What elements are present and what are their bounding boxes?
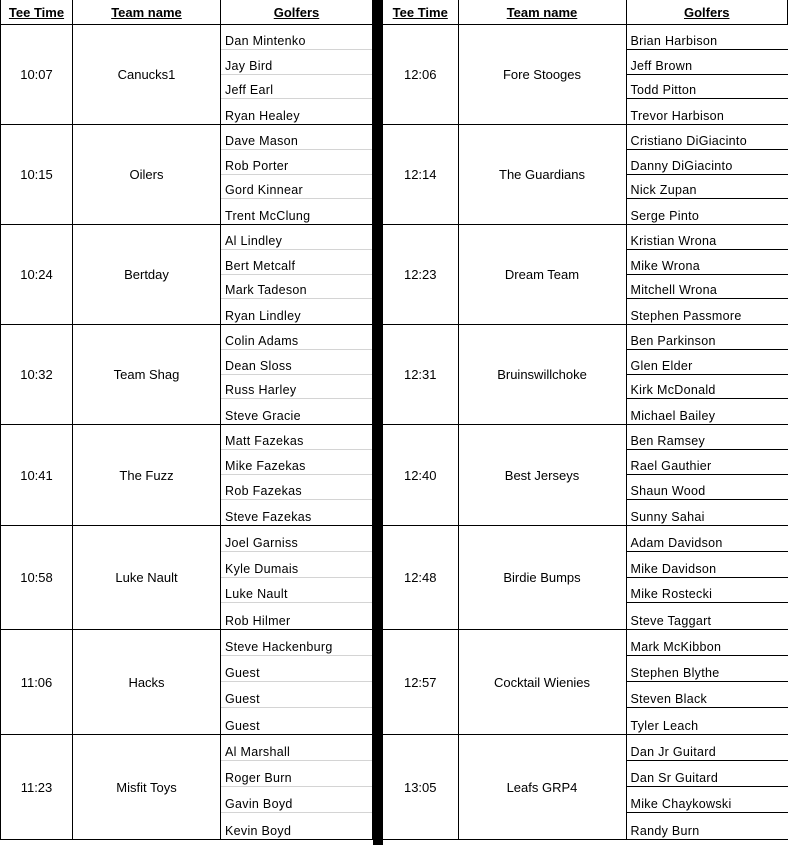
team-name-header: Team name (73, 0, 221, 25)
golfer-name: Rob Porter (221, 150, 372, 175)
golfer-name: Michael Bailey (630, 409, 716, 423)
golfer-name: Mike Davidson (627, 552, 788, 578)
tee-group-row (383, 225, 788, 325)
golfer-name: Ben Parkinson (627, 325, 788, 350)
tee-time: 13:05 (383, 735, 458, 840)
golfers-cell (626, 225, 788, 325)
golfer-name: Guest (221, 682, 372, 708)
golfer-name: Randy Burn (630, 824, 700, 838)
tee-group-row (383, 125, 788, 225)
golfer-name: Ryan Lindley (225, 309, 301, 323)
tee-time-header: Tee Time (1, 0, 73, 25)
golfer-name: Al Lindley (221, 225, 372, 250)
team-name: Hacks (73, 630, 221, 735)
golfer-name: Glen Elder (627, 350, 788, 375)
team-name: Dream Team (458, 225, 626, 325)
team-name: Best Jerseys (458, 425, 626, 526)
tee-group-row (383, 425, 788, 526)
tee-time: 12:40 (383, 425, 458, 526)
golfer-name: Mike Fazekas (221, 450, 372, 475)
golfer-name: Dave Mason (221, 125, 372, 150)
tee-time: 10:24 (1, 225, 73, 325)
left-schedule-table (0, 0, 373, 840)
tee-group-row (1, 225, 373, 325)
golfer-name: Dan Mintenko (221, 25, 372, 50)
golfers-cell (626, 125, 788, 225)
tee-time: 12:57 (383, 630, 458, 735)
golfer-name: Jeff Brown (627, 50, 788, 75)
golfer-name: Gavin Boyd (221, 787, 372, 813)
golfer-name: Dean Sloss (221, 350, 372, 375)
golfer-name: Russ Harley (221, 375, 372, 400)
golfer-name: Ben Ramsey (627, 425, 788, 450)
golfers-cell (221, 325, 373, 425)
golfer-name: Adam Davidson (627, 526, 788, 552)
tee-group-row (383, 25, 788, 125)
golfers-cell (626, 735, 788, 840)
golfer-name: Jeff Earl (221, 75, 372, 100)
golfer-name: Steve Taggart (630, 614, 712, 628)
golfers-cell (626, 630, 788, 735)
golfer-name: Guest (225, 719, 260, 733)
team-name: Luke Nault (73, 526, 221, 630)
golfer-name: Dan Jr Guitard (627, 735, 788, 761)
golfer-name: Mark Tadeson (221, 275, 372, 300)
tee-group-row (1, 25, 373, 125)
golfer-name: Dan Sr Guitard (627, 761, 788, 787)
tee-group-row (383, 630, 788, 735)
golfers-header: Golfers (221, 0, 373, 25)
team-name: Fore Stooges (458, 25, 626, 125)
golfer-name: Sunny Sahai (630, 510, 705, 524)
golfers-cell (626, 425, 788, 526)
team-name: Bruinswillchoke (458, 325, 626, 425)
team-name: The Guardians (458, 125, 626, 225)
golfer-name: Al Marshall (221, 735, 372, 761)
golfer-name: Cristiano DiGiacinto (627, 125, 788, 150)
golfers-cell (221, 125, 373, 225)
golfers-cell (221, 735, 373, 840)
golfers-cell (626, 325, 788, 425)
tee-time: 12:48 (383, 526, 458, 630)
tee-time: 11:23 (1, 735, 73, 840)
header-row (383, 0, 788, 25)
tee-time-header: Tee Time (383, 0, 458, 25)
golfer-name: Mike Wrona (627, 250, 788, 275)
right-schedule (383, 0, 788, 845)
golfers-cell (221, 25, 373, 125)
tee-time: 12:23 (383, 225, 458, 325)
golfers-cell (221, 630, 373, 735)
golfer-name: Stephen Passmore (630, 309, 742, 323)
golfer-name: Shaun Wood (627, 475, 788, 500)
golfer-name: Kirk McDonald (627, 375, 788, 400)
golfer-name: Roger Burn (221, 761, 372, 787)
golfer-name: Matt Fazekas (221, 425, 372, 450)
tee-time: 10:32 (1, 325, 73, 425)
golfer-name: Danny DiGiacinto (627, 150, 788, 175)
tee-time: 10:58 (1, 526, 73, 630)
golfer-name: Rob Hilmer (225, 614, 291, 628)
team-name: Oilers (73, 125, 221, 225)
team-name: Team Shag (73, 325, 221, 425)
golfer-name: Steven Black (627, 682, 788, 708)
tee-group-row (383, 526, 788, 630)
golfer-name: Bert Metcalf (221, 250, 372, 275)
golfer-name: Trent McClung (225, 209, 311, 223)
golfer-name: Kyle Dumais (221, 552, 372, 578)
golfer-name: Joel Garniss (221, 526, 372, 552)
golfer-name: Trevor Harbison (630, 109, 725, 123)
team-name: Leafs GRP4 (458, 735, 626, 840)
golfers-cell (221, 425, 373, 526)
golfers-cell (221, 526, 373, 630)
golfers-header: Golfers (626, 0, 788, 25)
tee-time: 10:15 (1, 125, 73, 225)
team-name: Birdie Bumps (458, 526, 626, 630)
tee-group-row (1, 125, 373, 225)
golfer-name: Todd Pitton (627, 75, 788, 100)
tee-group-row (383, 325, 788, 425)
golfers-cell (626, 526, 788, 630)
tee-group-row (1, 526, 373, 630)
golfer-name: Kristian Wrona (627, 225, 788, 250)
team-name: Cocktail Wienies (458, 630, 626, 735)
golfer-name: Tyler Leach (630, 719, 699, 733)
column-divider (373, 0, 383, 845)
team-name: Misfit Toys (73, 735, 221, 840)
golfer-name: Rael Gauthier (627, 450, 788, 475)
left-schedule (0, 0, 373, 845)
golfers-cell (221, 225, 373, 325)
golfer-name: Steve Hackenburg (221, 630, 372, 656)
tee-time: 12:14 (383, 125, 458, 225)
golfer-name: Nick Zupan (627, 175, 788, 200)
golfer-name: Steve Fazekas (225, 510, 312, 524)
tee-time: 10:07 (1, 25, 73, 125)
team-name: Bertday (73, 225, 221, 325)
golfer-name: Stephen Blythe (627, 656, 788, 682)
golfer-name: Guest (221, 656, 372, 682)
tee-time: 10:41 (1, 425, 73, 526)
golfer-name: Mark McKibbon (627, 630, 788, 656)
golfer-name: Luke Nault (221, 578, 372, 604)
golfer-name: Mike Chaykowski (627, 787, 788, 813)
golfer-name: Mitchell Wrona (627, 275, 788, 300)
tee-time: 11:06 (1, 630, 73, 735)
tee-group-row (1, 325, 373, 425)
golfer-name: Gord Kinnear (221, 175, 372, 200)
tee-group-row (1, 425, 373, 526)
right-schedule-table (383, 0, 788, 840)
golfer-name: Steve Gracie (225, 409, 301, 423)
team-name-header: Team name (458, 0, 626, 25)
header-row (1, 0, 373, 25)
golfer-name: Serge Pinto (630, 209, 700, 223)
golfers-cell (626, 25, 788, 125)
golfer-name: Brian Harbison (627, 25, 788, 50)
tee-time: 12:31 (383, 325, 458, 425)
team-name: Canucks1 (73, 25, 221, 125)
tee-group-row (1, 735, 373, 840)
tee-group-row (383, 735, 788, 840)
golfer-name: Ryan Healey (225, 109, 300, 123)
team-name: The Fuzz (73, 425, 221, 526)
golfer-name: Rob Fazekas (221, 475, 372, 500)
golfer-name: Jay Bird (221, 50, 372, 75)
golfer-name: Colin Adams (221, 325, 372, 350)
tee-time: 12:06 (383, 25, 458, 125)
golfer-name: Mike Rostecki (627, 578, 788, 604)
tee-group-row (1, 630, 373, 735)
golfer-name: Kevin Boyd (225, 824, 292, 838)
